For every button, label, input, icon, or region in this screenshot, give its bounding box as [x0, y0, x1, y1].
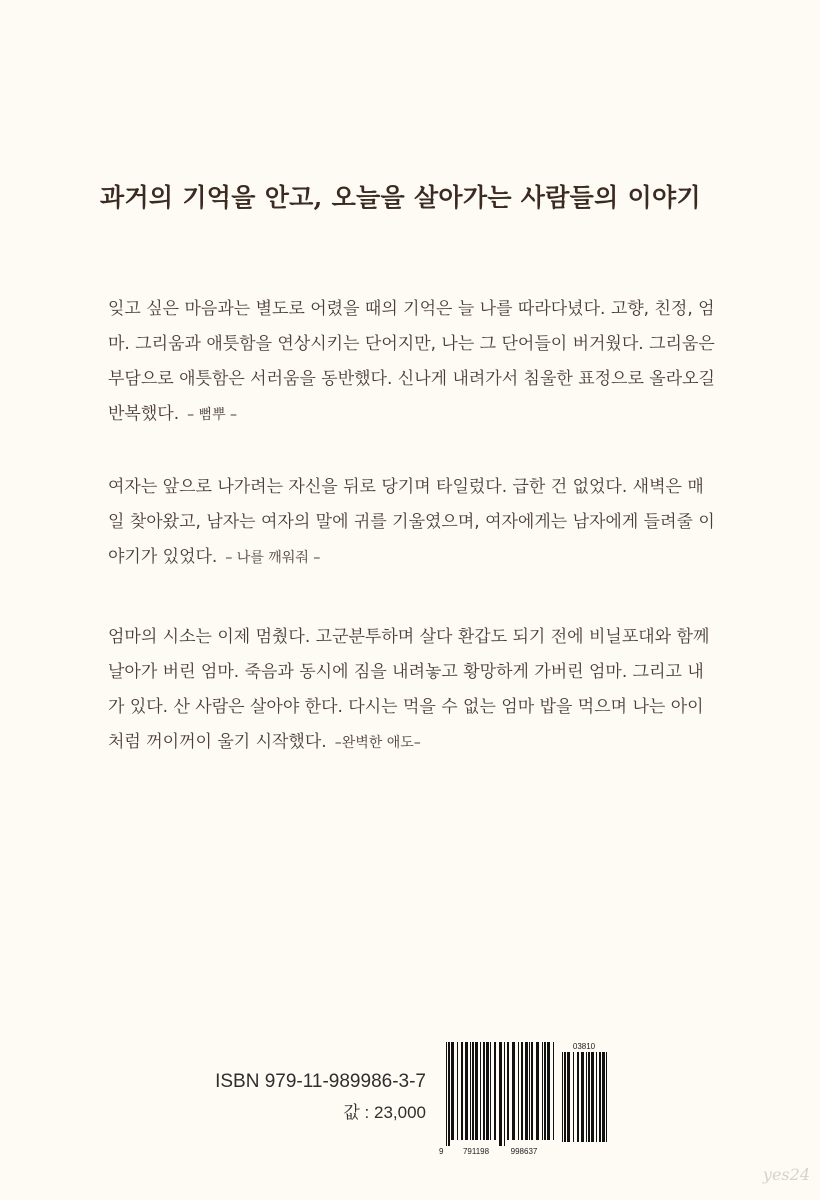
barcode-bar	[525, 1042, 528, 1140]
barcode-bar	[521, 1042, 523, 1140]
barcode-bar	[448, 1042, 450, 1146]
barcode-bar	[486, 1042, 489, 1140]
barcode-bar	[599, 1052, 601, 1142]
barcode-bar	[512, 1042, 515, 1140]
barcode-bar	[470, 1042, 471, 1140]
barcode-bar	[562, 1052, 563, 1142]
barcode-bar	[586, 1052, 587, 1142]
blurb-credit: – 나를 깨워줘 –	[225, 550, 321, 566]
barcode-bar	[544, 1042, 546, 1140]
barcode-bar	[480, 1042, 481, 1140]
barcode-bar	[536, 1042, 539, 1140]
barcode-bar	[591, 1052, 594, 1142]
blurb-paragraph	[108, 620, 718, 761]
isbn-block	[215, 1067, 426, 1129]
barcode-digits-left: 791198	[462, 1147, 490, 1156]
blurb-text: 잊고 싶은 마음과는 별도로 어렸을 때의 기억은 늘 나를 따라다녔다. 고향, 친정, 엄마. 그리움과 애틋함을 연상시키는 단어지만, 나는 그 단어들이 버거웠다. 그리움은 부담으로 애틋함은 서러움을 동반했다. 신나게 내려가서 침울한 표정으로 올라오길 반복했다.	[108, 299, 715, 424]
barcode-bar	[581, 1052, 584, 1142]
barcode-bar	[531, 1042, 533, 1140]
barcode-bar	[596, 1052, 597, 1142]
isbn-barcode	[438, 1040, 618, 1158]
barcode-bar	[465, 1042, 468, 1140]
barcode-bar	[483, 1042, 485, 1140]
barcode-bar	[553, 1042, 554, 1140]
blurb-paragraph	[108, 292, 718, 433]
barcode-bar	[451, 1042, 454, 1140]
barcode-bar	[472, 1042, 474, 1140]
barcode-bar	[588, 1052, 590, 1142]
barcode-bar	[529, 1042, 530, 1140]
barcode-bar	[499, 1042, 502, 1146]
blurb-credit: –완벽한 애도–	[334, 735, 421, 751]
barcode-addon-bars	[562, 1052, 607, 1142]
isbn-number: ISBN 979-11-989986-3-7	[215, 1071, 426, 1092]
barcode-bar	[577, 1052, 579, 1142]
blurb-paragraph	[108, 470, 718, 576]
barcode-bar	[567, 1052, 570, 1142]
barcode-bar	[446, 1042, 447, 1146]
barcode-addon-digits: 03810	[572, 1042, 596, 1051]
barcode-bar	[507, 1042, 509, 1140]
blurb-text: 엄마의 시소는 이제 멈췄다. 고군분투하며 살다 환갑도 되기 전에 비닐포대와 함께 날아가 버린 엄마. 죽음과 동시에 짐을 내려놓고 황망하게 가버린 엄마. 그리고 내가 있다. 산 사람은 살아야 한다. 다시는 먹을 수 없는 엄마 밥을 먹으며 나는 아이처럼 꺼이꺼이 울기 시작했다.	[108, 627, 710, 752]
barcode-bar	[457, 1042, 458, 1140]
barcode-bar	[602, 1052, 605, 1142]
barcode-graphic	[438, 1040, 618, 1158]
barcode-bar	[547, 1042, 550, 1140]
barcode-bar	[606, 1052, 607, 1142]
barcode-bar	[475, 1042, 478, 1140]
barcode-bar	[542, 1042, 543, 1140]
barcode-bar	[494, 1042, 496, 1140]
barcode-digits-right: 998637	[510, 1147, 538, 1156]
barcode-bar	[573, 1052, 574, 1142]
barcode-digit-first: 9	[439, 1147, 444, 1156]
blurb-text: 여자는 앞으로 나가려는 자신을 뒤로 당기며 타일렀다. 급한 건 없었다. 새벽은 매일 찾아왔고, 남자는 여자의 말에 귀를 기울였으며, 여자에게는 남자에게 들려줄 이야기가 있었다.	[108, 477, 715, 567]
barcode-bar	[518, 1042, 519, 1140]
barcode-bar	[461, 1042, 463, 1140]
barcode-bar	[504, 1042, 505, 1146]
page-title: 과거의 기억을 안고, 오늘을 살아가는 사람들의 이야기	[100, 183, 701, 212]
blurb-credit: – 뻠뿌 –	[187, 407, 238, 423]
price-label: 값 : 23,000	[343, 1103, 426, 1122]
barcode-bar	[564, 1052, 566, 1142]
barcode-bar	[490, 1042, 491, 1140]
barcode-main-bars	[446, 1042, 554, 1146]
watermark-logo: yes24	[762, 1165, 810, 1184]
